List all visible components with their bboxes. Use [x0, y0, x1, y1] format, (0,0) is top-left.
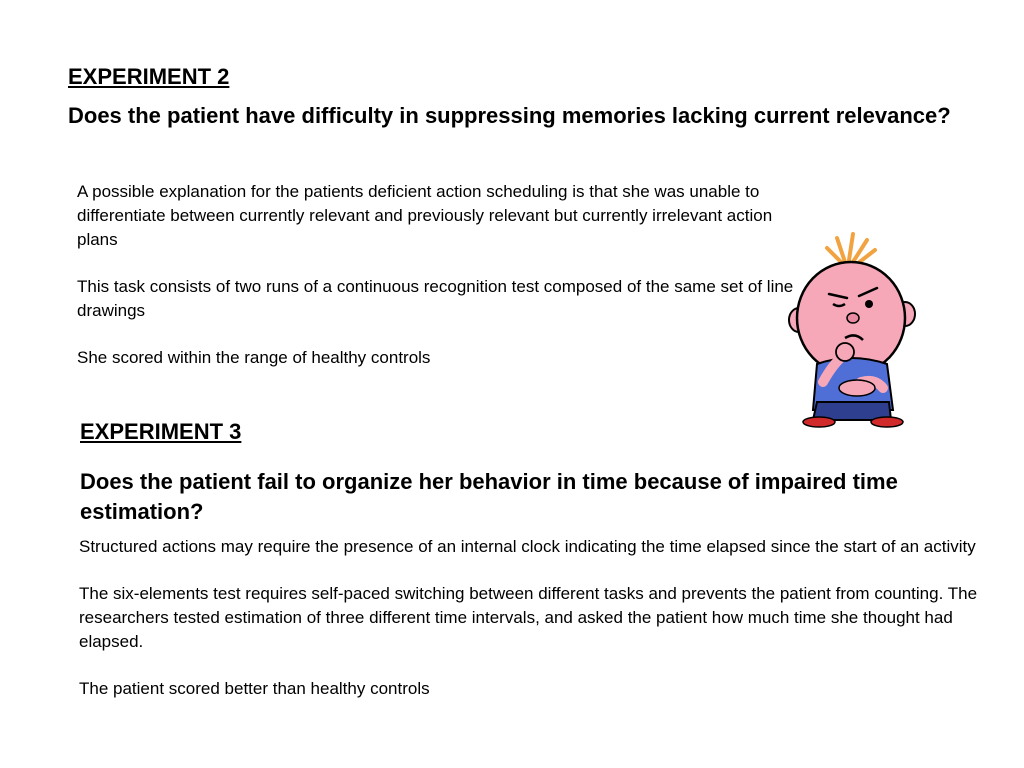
experiment-2-heading: EXPERIMENT 2: [68, 64, 230, 89]
experiment-3-paragraph: The six-elements test requires self-paced switching between different tasks and prevents the patient from counting. The researchers tested estimation of three different time intervals, and asked the patient how much time she thought had elapsed.: [79, 584, 978, 651]
experiment-3-question: Does the patient fail to organize her behavior in time because of impaired time estimation?: [80, 469, 898, 524]
confused-child-cartoon-icon: [783, 232, 923, 428]
experiment-3-body: [79, 535, 989, 701]
experiment-3-paragraph: Structured actions may require the presence of an internal clock indicating the time elapsed since the start of an activity: [79, 537, 976, 556]
experiment-2-paragraph: This task consists of two runs of a continuous recognition test composed of the same set of line drawings: [77, 277, 794, 320]
experiment-3-heading: EXPERIMENT 3: [80, 419, 242, 444]
experiment-2-paragraph: She scored within the range of healthy controls: [77, 348, 431, 367]
experiment-2-paragraph: A possible explanation for the patients deficient action scheduling is that she was unable to differentiate between currently relevant and previously relevant but currently irrelevant action plans: [77, 182, 773, 249]
experiment-2-question: Does the patient have difficulty in suppressing memories lacking current relevance?: [68, 103, 951, 128]
experiment-3-paragraph: The patient scored better than healthy controls: [79, 679, 430, 698]
experiment-2-body: [77, 180, 797, 370]
